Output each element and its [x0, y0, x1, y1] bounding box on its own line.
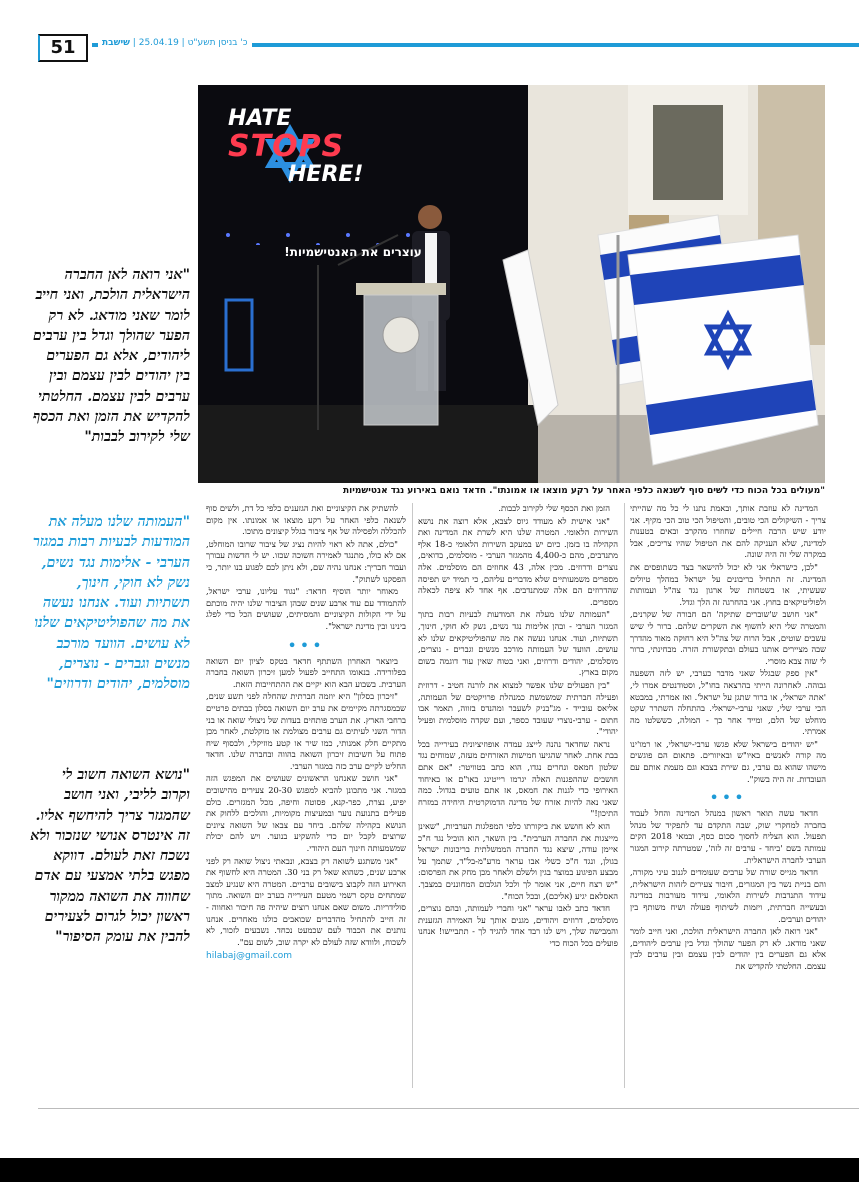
paragraph: חדאד כתב לאבו עראר "אני וחברי לעמותה, ובהם נוצרים, מוסלמים, דרוזים ויהודים, מגנים אותך על האמירה הגזענית והמבישה שלך, ויש לנו רבד אחד להגיד לך - תתביישו! אנחנו פועלים בכל הכוח כדי — [418, 903, 618, 948]
paragraph: הוא לא חושש את ביקורתו כלפי המפלגות הערביות, "שאינן מייצגות את החברה הערבית". בין השאר, הוא הוביל נגד ח"כ איימן עודה, שיצא נגד החברה הממשלתית בריבונות ישראל בגולן, ונגד ח"כ כשלי אבו עראר מרע"מ-בל"ד, שתמך על מבצע הפיגוע במוצר בגין ולשלם ולאחר מכן מחק את הפרסום: "יש רצח חיים, אני אומר לך ולכל הגלבום המחוננים במצבך. האסלאם יגיע (אליכם), ובכל הכוח". — [418, 821, 618, 901]
paragraph: המדינה לא עוזבת אותך, ובאמת נתנו לי כל מה שהייתי צריך - השיקולים הכי טובים, והטיפול הכי טוב הכי מקיף. אני יודע שיש הרבה חיילים שחוזרו מהקרב ובאים בטענות למדינה, שלא העניקה להם את הטיפול שהיו צריכים, אבל במקרה שלי זה היה שונה. — [630, 503, 826, 560]
paragraph: "אני משתגע לשואה רק בצבא, ונבאתי ניצול שואה רק לפני ארבע שנים, כשהוא שאל רק בני 30. המטרה היא לחשוף את האירוע הזה לקבוצ בישובים ערביים. המטרה היא שנגיע למצב שמתחים טקס רשמי מטעם העירייה בערב יום השואה. מתוך סולידריות. משום שאם אנחנו רוצים שיהיה פה חיבור ואחווה - זה חייב להתחיל מהדברים שכואבים כולנו מאחרים. אנחנו נותנים את הכבוד לעם שכמעט נכחד. נשבעים לזכור, לא לשכוח, ולוודא שזה לעולם לא יקרה שוב, לשום עם". — [206, 855, 406, 947]
paragraph: "העמותה שלנו מעלה את המודעות לבעיות רבות בתוך המגזר הערבי - ובהן אלימות נגד נשים, נשק לא חוקי, חינוך, תשתיות, ועוד. אנחנו נעשה את מה שהפוליטיקאים שלנו לא עושים. הוועד של העמותה מורכב מנשים וגברים - נוצרים, מוסלמים, יהודים ודרוזים, ואני בטוח שאין עוד דוגמה בשום מקום בארץ. — [418, 609, 618, 678]
paragraph: "אני חושב ש'שוברים שתיקה' הם חבורה של שקרנים, והמטרה שלי היא לחשוף את השקרים שלהם. ברור לי שיש עשבים שוטים, אבל הרוח של צה"ל היא רחוקה מאוד מהדרך שבה מציירים אותנו בעולם ובתקשורת הזרה. מבחינתי, ברור לי שזה צבא מוסרי. — [630, 609, 826, 666]
paragraph: "אין ספק שבגלל שאני מדבר כערבי, יש לזה השפעה גבוהה. לאחרונה הייתי בהרצאה בחו"ל, וסטודנטים אמרו לי, 'אתה ישראלי, או ברור שתגן על ישראל'. ואז אמרתי, במבטא הכי ערבי שלי, שאני ערבי-ישראלי. בהתחלה השתרר שקט מוחלט של הלם, ומייד אחר כך - המולה, כששלטו מה אמרתי. — [630, 668, 826, 737]
pull-quote-2: "העמותה שלנו מעלה את המודעות לבעיות רבות במגזר הערבי - אלימות נגד נשים, נשק לא חוקי, חינוך, תשתיות ועוד. אנחנו נעשה את מה שהפוליטיקאים שלנו לא עושים. הוועד מורכב מנשים וגברים - נוצרים, מוסלמים, יהודים ודרוזים" — [32, 514, 190, 693]
header-hebrew-date: כ' בניסן תשע"ט — [187, 38, 248, 48]
paragraph: "יש יהודים בישראל שלא פגשו ערבי-ישראלי, או רמו'ינו מה קורה לאנשים באיו"ש ובאיזורים. פתאום הם פוגשים מישהו שהוא גם ערבי, גם שירת בצבא וגם מעמת אותם עם העובדות. זה היה בשוק". — [630, 738, 826, 784]
pull-quote-1: "אני רואה לאן החברה הישראלית הולכת, ואני חייב לומר שאני מודאג. לא רק הפער שהולך וגדל בין ערבים ליהודים, אלא גם הפערים בין יהודים לבין עצמם ובין ערבים לבין עצמם. החלטתי להקדיש את הזמן ואת הכסף שלי לקירוב לבבות" — [32, 267, 190, 446]
window — [653, 105, 723, 200]
paragraph: נראה שחדאד נהנה לייצג עמדה אופוזיציונית בעירייה בכל בבת אחת. לאחר שהגיעו חמישות האזרחים מעזה, שמוחים נגד שלטון חמאס ונחרים נגדו, הוא כתב בטוויטר: "אם אתם חושבים שההפגנות האלה יגרמו רייטינג באו"ם או באיחוד האירופי כדי לגנות את חמאס, אז אתם טועים בגדול. כמה שאני נאה להיות אזרח של מדינה הדמוקרטית היחידה במזרח התיכון!" — [418, 738, 618, 819]
section-divider: ••• — [287, 635, 325, 655]
paragraph: "לכן, כישראלי אני לא יכול להישאר בצד כשתופסים את המדינה. זה התחיל בריבונים על ישראל במהלך טיולים שעשיתי, או בשטחות של ארגון נגד צה"ל ועמותות ולפוליטיקאים בחוץ. אני בהחרגה זה הלך וגדל. — [630, 561, 826, 607]
header-meta: כ' בניסן תשע"ט | 25.04.19 | שישבת — [98, 38, 252, 48]
footer-rule — [38, 1108, 859, 1109]
article-column-3 — [206, 503, 406, 1093]
paragraph: "זיכרון בסלון" היא יוזמה חברתית שהחלה לפני תשע שנים, שבמסגרתה מקיימים את ערב יום השואה בסלון בבתים פרטיים ברחבי הארץ. את הערב פותחים בעדות של ניצולי שואה או בני הדור השני לעיתים גם ערבים מצולמת או מוקלטת, לאחר מכן מתקיים חלק אמנותי, כמו שיר או קטע מוזיקלי, ולבסוף שיח פתוח על חשיבות זיכרון השואה בהווה ובחברה שלנו. חדאד החליט לקיים ערב כזה במגזר הערבי. — [206, 691, 406, 771]
article-column-1 — [630, 503, 826, 1093]
page-number: 51 — [38, 34, 88, 62]
paragraph: "בין הפעולים שלנו אפשר למצוא את לורנה חטיב - דרוזית ופעילה חברתית שמשמשת כמנהלת פרויקטים של העמותה, אליאס עובייד - מג"בניק לשעבר ומהנדס בזווה, תאמר אבו חתום - ערבי-נוצרי שעובד כספר, ועם שקדה מוסלמית ופעיל יהודי". — [418, 679, 618, 737]
paragraph: "אני אישית לא מעודד גיוס לצבא, אלא רוצה את נושא השירות הלאומי. המטרה שלנו היא לשרת את המדינה ואת הקהילה בו בזמן. כיום יש במעקב השירות הלאומי כ-18 אלף מתנדבים, מהם כ-4,400 מהמגזר הערבי - מוסלמים, בדואים, נוצרים ודרוזים. מכין אלה, 43 אחוזים הם מוסלמים. אלה מספרים משמעותיים שלא מדברים עליהם, כי תמיד יש תפיסה שהדרוזים הם אלה שמתנדבים. אף אחד לא ציפה לכאלה מספרים. — [418, 515, 618, 607]
banner-text — [228, 107, 428, 187]
column-rule — [624, 503, 625, 1088]
paragraph: חדאד עשה תואר ראשון במנהל המדינה והחל לעבוד בחברה למחקרי שוק, שבה התקדם עד לתפקיד של מנהל תפעול. הוא הצליח לחסוך סכום כסף, ובמאי 2018 הקים עמותה בשם 'ביחד - ערבים זה לזה', שמטרתה קירוב המגזר הערבי לחברה הישראלית. — [630, 808, 826, 865]
paragraph: להשתיק את הקיצוניים ואת הגזענים כלפי כל דת, ולשים סוף לשנאה כלפי האחר על רקע מוצאו או אמונתו. אין מקום להכללה ולפסילה של אף ציבור בגלל קיצונים מתוכו. — [206, 503, 406, 537]
paragraph: "כולם, אתה לא ראוי להיות נציג של ציבור שרובו המוחלט, אם לא כולו, מתנגד לאמירה חשוכה שכזו. יש לי חדשות עבורך ועבור חבריך: אנחנו נהיה שם, ולא ניתן לכם לפגוע בנו יותר, כי הפסקנו לשתוק". — [206, 538, 406, 584]
paragraph: מאוחר יותר הוסיף חדאד: "נגוד עליונו, ערבי ישראל, להתמודד עם עוד ארבע שנים שבהן הציבור שלנו יהיה מוכתם על ידי הקולות הקיצוניים והמסיתים, שעושים הכל כדי לפלג בינינו ובין מדינת ישראל". — [206, 586, 406, 631]
photo-caption: "מעולים בכל הכוח כדי לשים סוף לשנאה כלפי האחר על רקע מוצאו או אמונתו". חדאד נואם באירוע נגד אנטישמיות — [343, 486, 825, 496]
banner-line-3: HERE! — [288, 162, 364, 187]
banner-line-1: HATE — [228, 106, 292, 131]
paragraph: "אני רואה לאן החברה הישראלית הולכת, ואני חייב לומר שאני מודאג. לא רק הפער שהולך וגדל בין ערבים ליהודים, אלא גם הפערים בין יהודים לבין עצמם ובין ערבים לבין עצמם. החלטתי להקדיש את — [630, 926, 826, 971]
paragraph: "אני חושב שאנחנו הראשונים שעושים את המפגש הזה במגזר. אני מתכונן להביא למפגש 20-30 צעירים מהישובים יפיע, נצרת, כפר-קנא, פסוטה וחיפה, מכל המגזרים. כולם פעילים בתנועת נוער ובמעיצות מקומיות, והולכים ללחוק את הנושא בקהילה שלהם. ביחד עם צבאו של השואה ציונים שרוצים לקבל יום כדי להשקיע בנוער. ויש להם יכולת שמשמעותה חינוך העם היהודי. — [206, 773, 406, 854]
banner-subtitle: עוצרים את האנטישמיות! — [284, 245, 422, 259]
paragraph: הזמן ואת הכסף שלי לקירוב לבבות. — [498, 503, 610, 513]
paragraph: ביוצאר האחרון השתתף חדאד בטקס לציון יום השואה בפלורידה. בנאומו התחייב לפעול למען זיכרון השואה בחברה הערבית. בשבוע הבא הוא יקיים את ההתחייבות הזאת. — [206, 655, 406, 689]
header-date: 25.04.19 — [138, 38, 179, 48]
column-rule — [412, 503, 413, 1088]
article-photo — [198, 85, 825, 483]
author-email-link[interactable]: hilabaj@gmail.com — [206, 951, 293, 962]
header-section: שישבת — [102, 38, 130, 48]
section-divider: ••• — [709, 788, 747, 808]
podium — [356, 283, 446, 425]
article-column-2 — [418, 503, 618, 1093]
paragraph: חדאד מגייס שורה של ערבים שעומדים לגנוב עיני מקורה, והם בניית נשר בין המגזרים, חיבור צעירים לזהות הישראלית, עידוד התנדבות לשירות הלאומי, עידוד מעורבות במדינה ובעשייה חברתית, ויזמות לשיתוף פעולה ושיח משותף בין יהודים וערבים. — [630, 867, 826, 924]
bottom-black-band — [0, 1158, 859, 1182]
pull-quote-3: "נושא השואה חשוב לי וקרוב לליבי, ואני חושב שהמגזר צריך להיחשף אליו. זה אינטרס אנושי שנזכור ולא נשכח זאת לעולם. דווקא מפגש בלתי אמצעי עם אדם שחווה את השואה ממקור ראשון יכול לגרום לצעירים להבין את עומק הסיפור" — [30, 767, 190, 946]
banner-line-2: STOPS — [228, 129, 345, 164]
